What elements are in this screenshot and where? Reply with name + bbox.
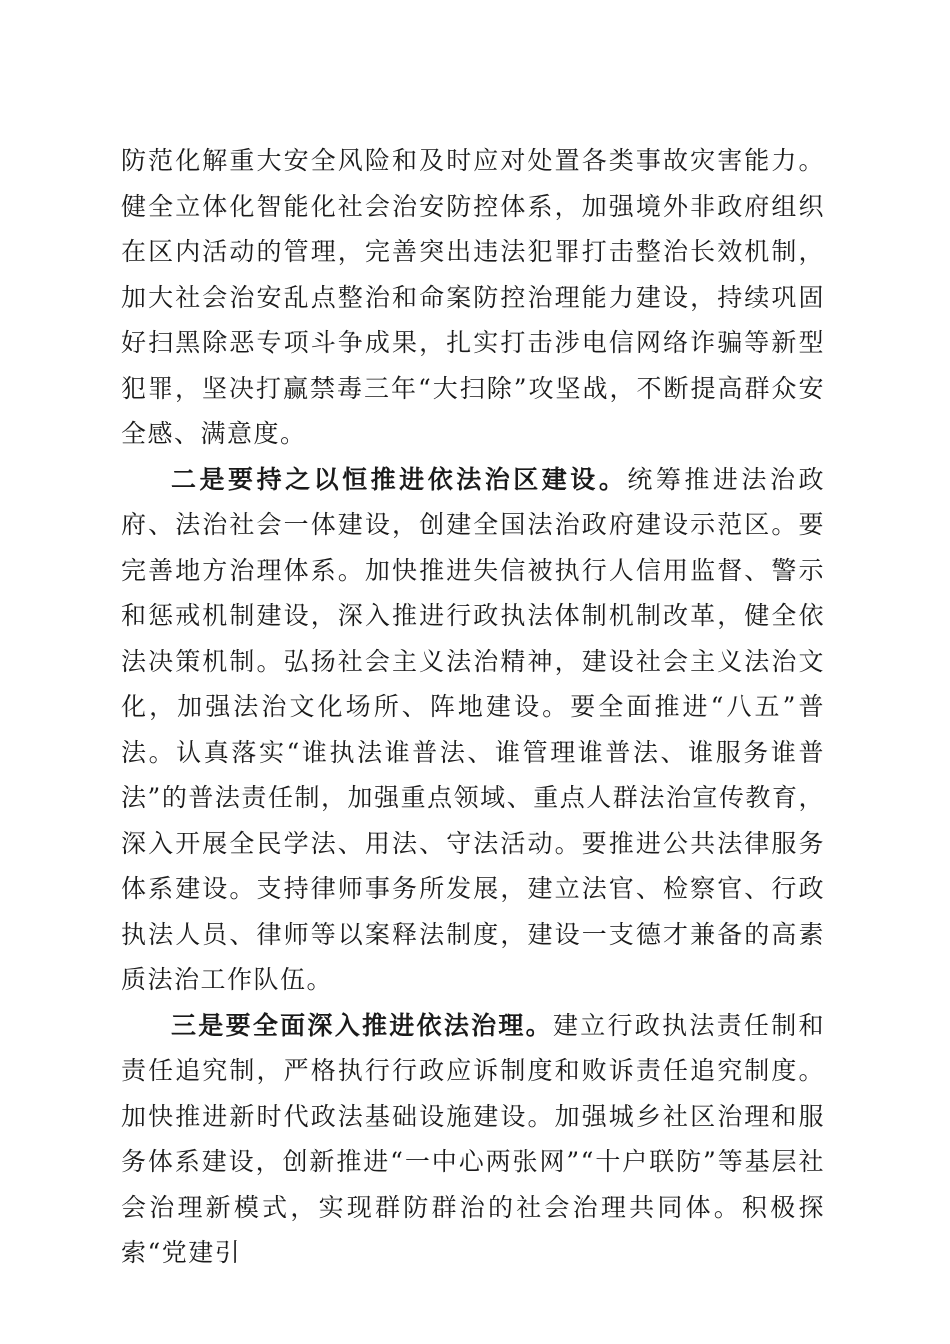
document-body xyxy=(121,138,825,1276)
paragraph-1 xyxy=(121,138,825,457)
paragraph-2-lead: 二是要持之以恒推进依法治区建设。 xyxy=(171,464,628,494)
paragraph-3-text: 建立行政执法责任制和责任追究制，严格执行行政应诉制度和败诉责任追究制度。加快推进新时代政法基础设施建设。加强城乡社区治理和服务体系建设，创新推进“一中心两张网”“十户联防”等基层社会治理新模式，实现群防群治的社会治理共同体。积极探索“党建引 xyxy=(121,1010,825,1267)
paragraph-3-lead: 三是要全面深入推进依法治理。 xyxy=(171,1010,553,1040)
paragraph-2-text: 统筹推进法治政府、法治社会一体建设，创建全国法治政府建设示范区。要完善地方治理体系。加快推进失信被执行人信用监督、警示和惩戒机制建设，深入推进行政执法体制机制改革，健全依法决策机制。弘扬社会主义法治精神，建设社会主义法治文化，加强法治文化场所、阵地建设。要全面推进“八五”普法。认真落实“谁执法谁普法、谁管理谁普法、谁服务谁普法”的普法责任制，加强重点领域、重点人群法治宣传教育，深入开展全民学法、用法、守法活动。要推进公共法律服务体系建设。支持律师事务所发展，建立法官、检察官、行政执法人员、律师等以案释法制度，建设一支德才兼备的高素质法治工作队伍。 xyxy=(121,464,825,994)
paragraph-2 xyxy=(121,457,825,1003)
paragraph-1-text: 防范化解重大安全风险和及时应对处置各类事故灾害能力。健全立体化智能化社会治安防控体系，加强境外非政府组织在区内活动的管理，完善突出违法犯罪打击整治长效机制，加大社会治安乱点整治和命案防控治理能力建设，持续巩固好扫黑除恶专项斗争成果，扎实打击涉电信网络诈骗等新型犯罪，坚决打赢禁毒三年“大扫除”攻坚战，不断提高群众安全感、满意度。 xyxy=(121,146,825,448)
paragraph-3 xyxy=(121,1003,825,1276)
